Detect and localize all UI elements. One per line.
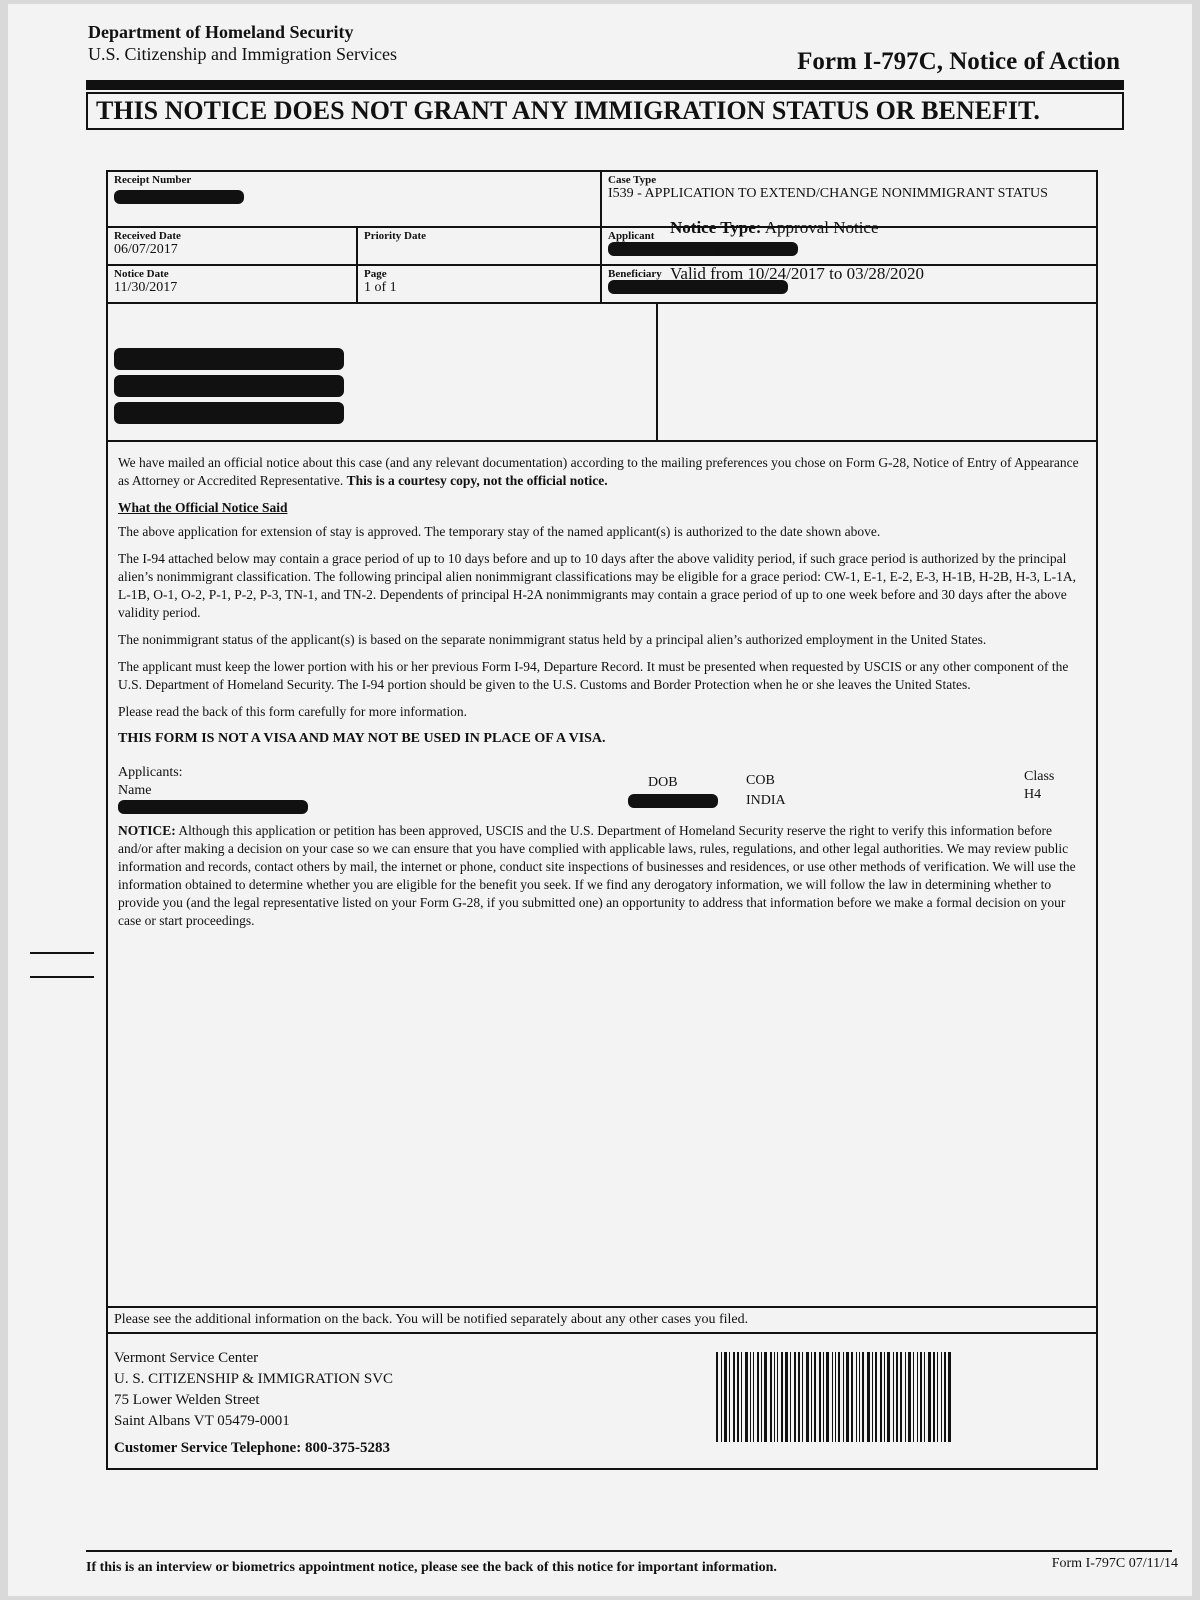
priority-date-cell <box>358 228 602 266</box>
address-cell <box>108 304 658 442</box>
redacted-applicant-name <box>118 800 308 820</box>
intro-paragraph <box>118 454 1082 490</box>
bottom-rule <box>86 1550 1172 1552</box>
header-rule <box>86 80 1124 90</box>
class-column: Class <box>1024 769 1055 784</box>
cob-column: COB <box>746 773 775 788</box>
notice-label: NOTICE: <box>118 823 176 838</box>
agency-header <box>88 22 397 65</box>
case-type-label: Case Type <box>608 174 657 186</box>
appointment-note: If this is an interview or biometrics appointment notice, please see the back of this notice for important information. <box>86 1560 777 1575</box>
received-date-label: Received Date <box>114 230 181 242</box>
receipt-cell <box>108 172 602 228</box>
case-type-value: I539 - APPLICATION TO EXTEND/CHANGE NONIMMIGRANT STATUS <box>608 186 1048 201</box>
section-heading: What the Official Notice Said <box>118 500 288 515</box>
applicants-label: Applicants: <box>118 765 183 780</box>
page-label: Page <box>364 268 387 280</box>
address-line-1: Vermont Service Center <box>114 1350 259 1366</box>
notice-type-block <box>670 216 924 285</box>
paragraph-i94: The applicant must keep the lower portion with his or her previous Form I-94, Departure Record. It must be presented when requested by USCIS or any other component of the U.S. Department of Homeland Security. The I-94 portion should be given to the U.S. Customs and Border Protection when he or she leaves the United States. <box>118 659 1069 692</box>
paragraph-status-basis: The nonimmigrant status of the applicant(s) is based on the separate nonimmigrant status held by a principal alien’s authorized employment in the United States. <box>118 632 987 647</box>
address-line-2: U. S. CITIZENSHIP & IMMIGRATION SVC <box>114 1371 394 1387</box>
received-date-value: 06/07/2017 <box>114 242 178 257</box>
beneficiary-label: Beneficiary <box>608 268 662 280</box>
customer-service-phone: Customer Service Telephone: 800-375-5283 <box>114 1440 390 1456</box>
notice-date-label: Notice Date <box>114 268 169 280</box>
redacted-address-line-3 <box>114 402 344 424</box>
redacted-address-line-1 <box>114 348 344 370</box>
intro-text: We have mailed an official notice about this case (and any relevant documentation) according to the mailing preferences you chose on Form G-28, Notice of Entry of Appearance as Attorney or Accredited Representative. <box>118 455 1079 488</box>
name-column: Name <box>118 783 152 798</box>
address-line-3: 75 Lower Welden Street <box>114 1392 260 1408</box>
applicant-label: Applicant <box>608 230 655 242</box>
status-banner: THIS NOTICE DOES NOT GRANT ANY IMMIGRATION STATUS OR BENEFIT. <box>86 92 1124 130</box>
form-code: Form I-797C 07/11/14 <box>1051 1556 1178 1571</box>
paragraph-grace-period: The I-94 attached below may contain a grace period of up to 10 days before and up to 10 days after the above validity period, if such grace period is authorized by the principal alien’s nonimmigrant classification. The following principal alien nonimmigrant classifications may be eligible for a grace period: CW-1, E-1, E-2, E-3, H-1B, H-2B, H-3, L-1A, L-1B, O-1, O-2, P-1, P-2, P-3, TN-1, and TN-2. Dependents of principal H-2A nonimmigrants may contain a grace period of up to one week before and 30 days after the above validity period. <box>118 551 1077 620</box>
address-line-4: Saint Albans VT 05479-0001 <box>114 1413 290 1429</box>
page-cell <box>358 266 602 304</box>
notice-class: Class: H4 <box>670 241 737 260</box>
notice-form <box>106 170 1098 1470</box>
notice-type-label: Notice Type: <box>670 218 762 237</box>
notice-date-cell <box>108 266 358 304</box>
notice-info-cell <box>658 304 1096 442</box>
notice-type-value: Approval Notice <box>764 218 879 237</box>
additional-info-note: Please see the additional information on the back. You will be notified separately about any other cases you filed. <box>108 1308 1096 1334</box>
notice-page <box>8 4 1192 1596</box>
priority-date-label: Priority Date <box>364 230 426 242</box>
class-value: H4 <box>1024 787 1042 802</box>
redacted-receipt <box>114 190 244 204</box>
barcode <box>716 1352 956 1442</box>
notice-body <box>118 454 1082 939</box>
applicants-table <box>118 764 1082 822</box>
cob-value: INDIA <box>746 793 786 808</box>
notice-text: Although this application or petition has been approved, USCIS and the U.S. Department of Homeland Security reserve the right to verify this information before and/or after making a decision on your case so we can ensure that you have complied with applicable laws, rules, regulations, and other legal authorities. We may review public information and records, contact others by mail, the internet or phone, conduct site inspections of businesses and residences, or use other methods of verification. We will use the information obtained to determine whether you are eligible for the benefit you seek. If we find any derogatory information, we will follow the law in determining whether to provide you (and the legal representative listed on your Form G-28, if you submitted one) an opportunity to address that information before we make a formal decision on your case or start proceedings. <box>118 823 1076 928</box>
notice-validity: Valid from 10/24/2017 to 03/28/2020 <box>670 264 925 283</box>
paragraph-approval: The above application for extension of stay is approved. The temporary stay of the named applicant(s) is authorized to the date shown above. <box>118 524 881 539</box>
page-value: 1 of 1 <box>364 280 397 295</box>
footer-box <box>108 1306 1096 1468</box>
received-date-cell <box>108 228 358 266</box>
agency-name: U.S. Citizenship and Immigration Services <box>88 43 397 64</box>
verification-notice <box>118 822 1082 930</box>
form-title: Form I-797C, Notice of Action <box>797 48 1120 75</box>
courtesy-copy-text: This is a courtesy copy, not the official notice. <box>346 473 608 488</box>
department-name: Department of Homeland Security <box>88 22 354 42</box>
margin-marks <box>30 952 94 1000</box>
dob-column: DOB <box>648 775 678 790</box>
receipt-label: Receipt Number <box>114 174 192 186</box>
paragraph-read-back: Please read the back of this form carefully for more information. <box>118 704 467 719</box>
redacted-address-line-2 <box>114 375 344 397</box>
not-a-visa-warning: THIS FORM IS NOT A VISA AND MAY NOT BE USED IN PLACE OF A VISA. <box>118 731 606 746</box>
notice-date-value: 11/30/2017 <box>114 280 178 295</box>
redacted-dob <box>628 794 718 814</box>
service-center-address <box>114 1348 393 1459</box>
